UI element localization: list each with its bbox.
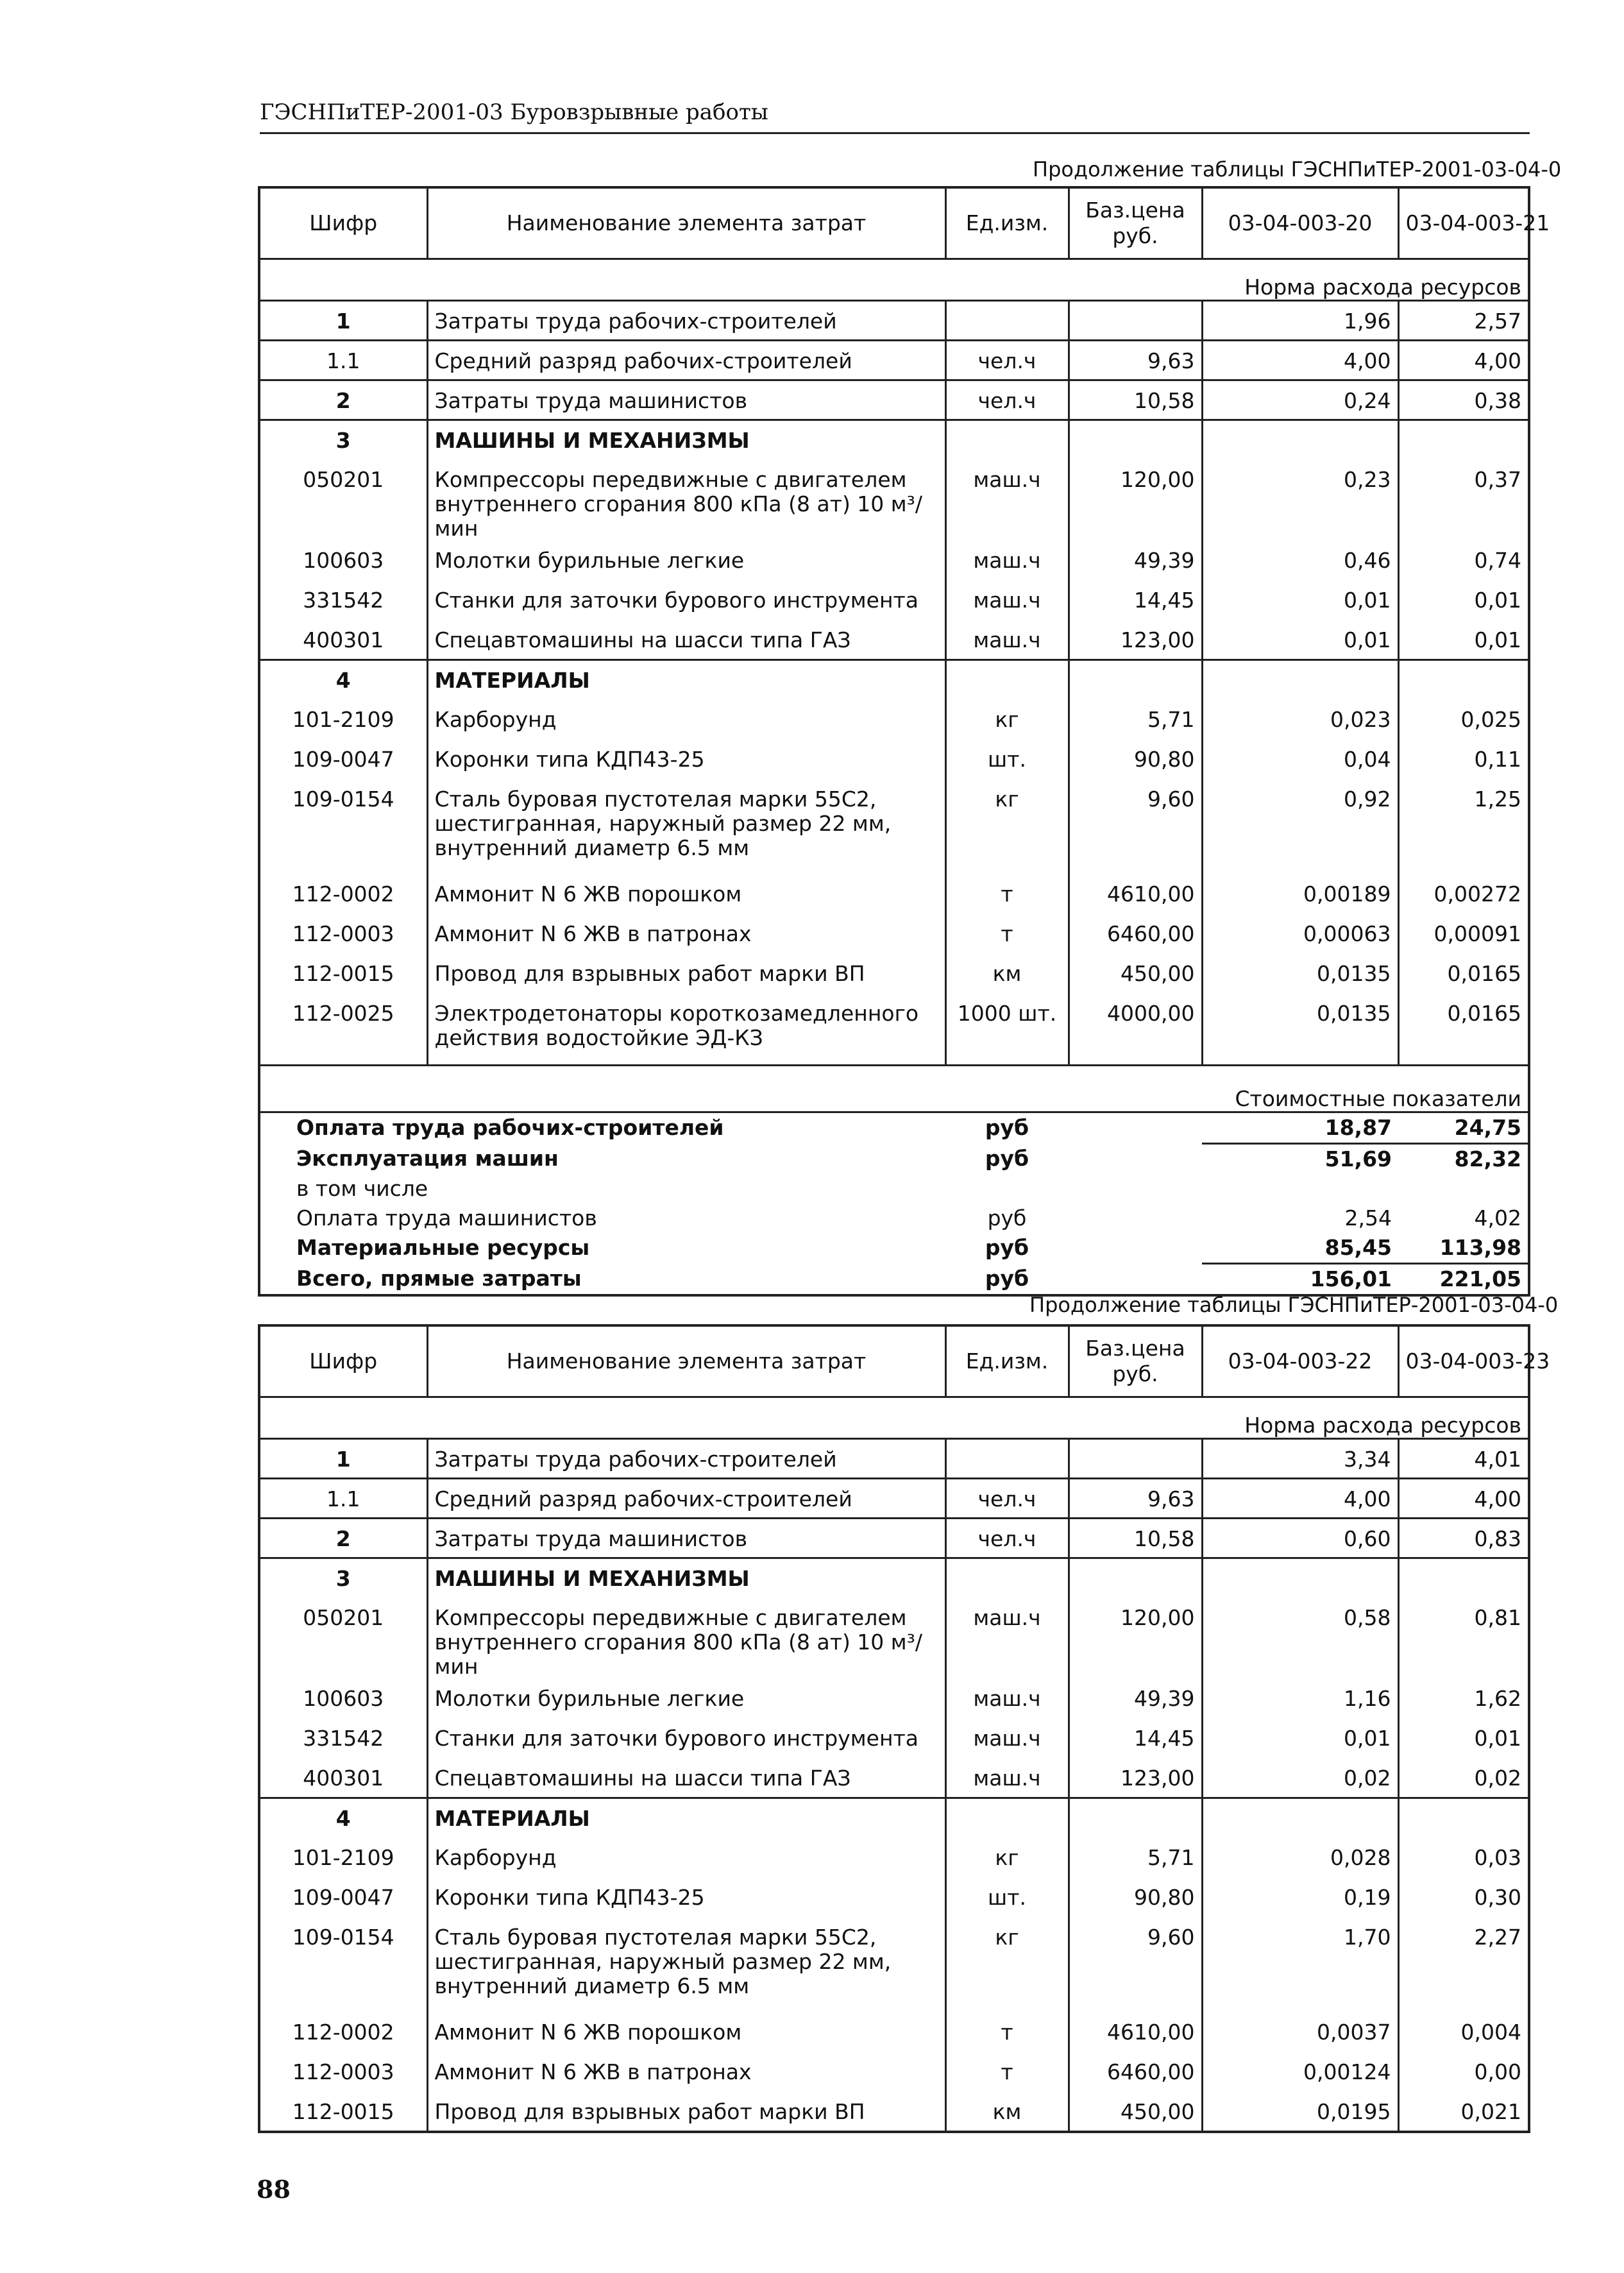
row-name: Молотки бурильные легкие	[427, 1679, 945, 1719]
table-header-row	[259, 1325, 1529, 1397]
cost-v2: 24,75	[1398, 1112, 1529, 1144]
row-code: 4	[259, 1798, 427, 1838]
row-v2: 0,0165	[1398, 954, 1529, 994]
row-v1: 0,58	[1202, 1598, 1398, 1679]
row-v2: 1,62	[1398, 1679, 1529, 1719]
table-row	[259, 1439, 1529, 1479]
row-v2: 0,81	[1398, 1598, 1529, 1679]
row-code: 400301	[259, 1758, 427, 1798]
col-header-unit: Ед.изм.	[945, 187, 1069, 259]
table-row	[259, 954, 1529, 994]
row-price: 120,00	[1069, 1598, 1202, 1679]
col-header-code: Шифр	[259, 187, 427, 259]
resource-table-1	[258, 186, 1550, 1297]
row-v1: 0,0037	[1202, 2013, 1398, 2052]
row-unit: шт.	[945, 1878, 1069, 1918]
row-v2: 0,30	[1398, 1878, 1529, 1918]
row-price: 120,00	[1069, 460, 1202, 541]
table-row	[259, 341, 1529, 380]
row-unit: чел.ч	[945, 341, 1069, 380]
row-code: 400301	[259, 620, 427, 660]
row-code: 101-2109	[259, 1838, 427, 1878]
cost-name: Материальные ресурсы	[296, 1235, 590, 1260]
row-v1: 0,0135	[1202, 954, 1398, 994]
table-row	[259, 1918, 1529, 2013]
row-code: 112-0002	[259, 2013, 427, 2052]
col-header-price: Баз.цена руб.	[1069, 187, 1202, 259]
cost-name: в том числе	[296, 1176, 428, 1201]
row-name: Аммонит N 6 ЖВ в патронах	[427, 2052, 945, 2092]
cost-unit: руб	[987, 1205, 1027, 1230]
cost-label: Стоимостные показатели	[259, 1066, 1529, 1112]
row-v2: 0,0165	[1398, 994, 1529, 1066]
row-price: 10,58	[1069, 380, 1202, 420]
row-unit: маш.ч	[945, 581, 1069, 620]
row-unit: маш.ч	[945, 460, 1069, 541]
row-code: 050201	[259, 1598, 427, 1679]
row-v2: 0,74	[1398, 541, 1529, 581]
row-price	[1069, 301, 1202, 341]
row-v2: 1,25	[1398, 779, 1529, 874]
row-code: 1	[259, 301, 427, 341]
row-name: Провод для взрывных работ марки ВП	[427, 2092, 945, 2132]
row-name: Компрессоры передвижные с двигателем внутреннего сгорания 800 кПа (8 ат) 10 м³/мин	[427, 460, 945, 541]
row-name: Электродетонаторы короткозамедленного действия водостойкие ЭД-КЗ	[427, 994, 945, 1066]
row-code: 331542	[259, 1719, 427, 1758]
section-title: МАШИНЫ И МЕХАНИЗМЫ	[427, 420, 945, 460]
row-price: 450,00	[1069, 2092, 1202, 2132]
row-code: 3	[259, 420, 427, 460]
cost-row	[259, 1174, 1529, 1204]
row-price: 49,39	[1069, 541, 1202, 581]
row-v1: 0,00189	[1202, 874, 1398, 914]
row-v2: 4,00	[1398, 341, 1529, 380]
row-v1: 0,23	[1202, 460, 1398, 541]
row-v1: 0,92	[1202, 779, 1398, 874]
row-code: 109-0047	[259, 1878, 427, 1918]
row-code: 100603	[259, 1679, 427, 1719]
row-v1: 4,00	[1202, 1479, 1398, 1519]
row-unit: шт.	[945, 740, 1069, 779]
cost-row	[259, 1233, 1529, 1264]
row-price: 123,00	[1069, 620, 1202, 660]
row-price	[1069, 1439, 1202, 1479]
row-price: 4000,00	[1069, 994, 1202, 1066]
row-name: Коронки типа КДП43-25	[427, 740, 945, 779]
cost-v1: 156,01	[1310, 1266, 1392, 1291]
row-unit: т	[945, 914, 1069, 954]
row-unit: т	[945, 2052, 1069, 2092]
cost-v2: 221,05	[1439, 1266, 1521, 1291]
norm-label: Норма расхода ресурсов	[259, 1397, 1529, 1439]
row-v1: 0,00124	[1202, 2052, 1398, 2092]
row-name: Сталь буровая пустотелая марки 55С2, шестигранная, наружный размер 22 мм, внутренний диаметр 6.5 мм	[427, 779, 945, 874]
running-header: ГЭСНПиТЕР-2001-03 Буровзрывные работы	[260, 98, 1530, 134]
row-code: 050201	[259, 460, 427, 541]
row-price: 4610,00	[1069, 2013, 1202, 2052]
table-row	[259, 1878, 1529, 1918]
row-v2: 0,00	[1398, 2052, 1529, 2092]
row-v2: 2,27	[1398, 1918, 1529, 2013]
row-v2: 4,00	[1398, 1479, 1529, 1519]
table-row	[259, 740, 1529, 779]
table-row	[259, 1679, 1529, 1719]
row-price: 9,63	[1069, 1479, 1202, 1519]
row-code: 3	[259, 1558, 427, 1598]
table-row	[259, 541, 1529, 581]
row-unit: маш.ч	[945, 1719, 1069, 1758]
col-header-v2: 03-04-003-23	[1398, 1325, 1529, 1397]
row-v2: 0,11	[1398, 740, 1529, 779]
row-name: Аммонит N 6 ЖВ в патронах	[427, 914, 945, 954]
row-v2: 0,021	[1398, 2092, 1529, 2132]
section-title: МАШИНЫ И МЕХАНИЗМЫ	[427, 1558, 945, 1598]
row-price: 123,00	[1069, 1758, 1202, 1798]
row-unit: чел.ч	[945, 1519, 1069, 1558]
table-row	[259, 581, 1529, 620]
row-v1: 0,60	[1202, 1519, 1398, 1558]
cost-unit: руб	[985, 1265, 1029, 1291]
row-v1: 0,028	[1202, 1838, 1398, 1878]
row-v2: 0,00091	[1398, 914, 1529, 954]
table2-caption: Продолжение таблицы ГЭСНПиТЕР-2001-03-04-0	[1029, 1293, 1559, 1317]
row-code: 112-0015	[259, 2092, 427, 2132]
row-v2: 0,025	[1398, 700, 1529, 740]
row-unit: кг	[945, 1918, 1069, 2013]
resource-table-2	[258, 1324, 1550, 2133]
col-header-v1: 03-04-003-20	[1202, 187, 1398, 259]
row-name: Аммонит N 6 ЖВ порошком	[427, 2013, 945, 2052]
row-v1: 0,01	[1202, 1719, 1398, 1758]
row-price: 9,60	[1069, 779, 1202, 874]
col-header-name: Наименование элемента затрат	[427, 1325, 945, 1397]
section-title: МАТЕРИАЛЫ	[427, 1798, 945, 1838]
cost-row	[259, 1264, 1529, 1296]
cost-v1: 85,45	[1202, 1233, 1398, 1264]
row-v1: 0,00063	[1202, 914, 1398, 954]
row-code: 2	[259, 1519, 427, 1558]
row-code: 109-0154	[259, 1918, 427, 2013]
row-v1: 0,46	[1202, 541, 1398, 581]
row-unit	[945, 1439, 1069, 1479]
row-v1: 1,96	[1202, 301, 1398, 341]
row-price: 10,58	[1069, 1519, 1202, 1558]
row-unit: км	[945, 954, 1069, 994]
row-v1: 1,16	[1202, 1679, 1398, 1719]
row-name: Коронки типа КДП43-25	[427, 1878, 945, 1918]
row-code: 109-0154	[259, 779, 427, 874]
col-header-v1: 03-04-003-22	[1202, 1325, 1398, 1397]
cost-v1: 2,54	[1344, 1205, 1392, 1230]
row-name: Молотки бурильные легкие	[427, 541, 945, 581]
row-unit: т	[945, 2013, 1069, 2052]
row-price: 4610,00	[1069, 874, 1202, 914]
cost-name: Оплата труда рабочих-строителей	[296, 1115, 724, 1140]
row-v1: 1,70	[1202, 1918, 1398, 2013]
col-header-unit: Ед.изм.	[945, 1325, 1069, 1397]
row-v2: 0,38	[1398, 380, 1529, 420]
table-row	[259, 1719, 1529, 1758]
row-name: Спецавтомашины на шасси типа ГАЗ	[427, 620, 945, 660]
row-unit	[945, 301, 1069, 341]
row-name: Аммонит N 6 ЖВ порошком	[427, 874, 945, 914]
section-row	[259, 660, 1529, 700]
table-row	[259, 874, 1529, 914]
norm-label-row	[259, 1397, 1529, 1439]
table-row	[259, 2013, 1529, 2052]
page-number: 88	[257, 2175, 291, 2204]
row-v2: 4,01	[1398, 1439, 1529, 1479]
section-row	[259, 1798, 1529, 1838]
row-price: 5,71	[1069, 700, 1202, 740]
row-v2: 0,01	[1398, 620, 1529, 660]
cost-v1: 18,87	[1202, 1112, 1398, 1144]
table-row	[259, 460, 1529, 541]
cost-unit: руб	[985, 1145, 1029, 1171]
row-price: 9,60	[1069, 1918, 1202, 2013]
row-v2: 0,004	[1398, 2013, 1529, 2052]
section-title: МАТЕРИАЛЫ	[427, 660, 945, 700]
section-row	[259, 1558, 1529, 1598]
row-price: 49,39	[1069, 1679, 1202, 1719]
row-unit: 1000 шт.	[945, 994, 1069, 1066]
table-row	[259, 994, 1529, 1066]
row-price: 90,80	[1069, 740, 1202, 779]
cost-row	[259, 1144, 1529, 1175]
row-code: 101-2109	[259, 700, 427, 740]
cost-v2: 113,98	[1398, 1233, 1529, 1264]
cost-v2: 82,32	[1454, 1146, 1521, 1171]
table-row	[259, 779, 1529, 874]
row-unit: кг	[945, 779, 1069, 874]
row-code: 112-0015	[259, 954, 427, 994]
row-v1: 0,24	[1202, 380, 1398, 420]
row-code: 100603	[259, 541, 427, 581]
row-price: 90,80	[1069, 1878, 1202, 1918]
row-name: Спецавтомашины на шасси типа ГАЗ	[427, 1758, 945, 1798]
row-name: Затраты труда рабочих-строителей	[427, 1439, 945, 1479]
row-name: Затраты труда рабочих-строителей	[427, 301, 945, 341]
table-header-row	[259, 187, 1529, 259]
cost-v2: 4,02	[1474, 1205, 1521, 1230]
row-v2: 2,57	[1398, 301, 1529, 341]
row-name: Затраты труда машинистов	[427, 380, 945, 420]
row-name: Карборунд	[427, 700, 945, 740]
row-code: 112-0002	[259, 874, 427, 914]
row-price: 5,71	[1069, 1838, 1202, 1878]
row-price: 9,63	[1069, 341, 1202, 380]
row-v2: 0,02	[1398, 1758, 1529, 1798]
row-code: 109-0047	[259, 740, 427, 779]
row-unit: маш.ч	[945, 620, 1069, 660]
row-name: Средний разряд рабочих-строителей	[427, 1479, 945, 1519]
row-code: 4	[259, 660, 427, 700]
row-unit: т	[945, 874, 1069, 914]
row-unit: км	[945, 2092, 1069, 2132]
row-v1: 0,0135	[1202, 994, 1398, 1066]
table-row	[259, 1758, 1529, 1798]
row-unit: чел.ч	[945, 1479, 1069, 1519]
cost-label-row	[259, 1066, 1529, 1112]
table-row	[259, 1598, 1529, 1679]
row-unit: маш.ч	[945, 1598, 1069, 1679]
row-v2: 0,83	[1398, 1519, 1529, 1558]
row-code: 1	[259, 1439, 427, 1479]
row-unit: чел.ч	[945, 380, 1069, 420]
row-price: 450,00	[1069, 954, 1202, 994]
col-header-price: Баз.цена руб.	[1069, 1325, 1202, 1397]
table-row	[259, 1838, 1529, 1878]
cost-name: Всего, прямые затраты	[296, 1265, 582, 1291]
col-header-code: Шифр	[259, 1325, 427, 1397]
row-code: 112-0003	[259, 914, 427, 954]
row-code: 2	[259, 380, 427, 420]
row-v2: 0,03	[1398, 1838, 1529, 1878]
cost-name: Оплата труда машинистов	[296, 1205, 597, 1230]
row-v1: 3,34	[1202, 1439, 1398, 1479]
row-v2: 0,01	[1398, 581, 1529, 620]
row-v1: 0,04	[1202, 740, 1398, 779]
row-unit: маш.ч	[945, 1758, 1069, 1798]
row-name: Провод для взрывных работ марки ВП	[427, 954, 945, 994]
row-name: Средний разряд рабочих-строителей	[427, 341, 945, 380]
row-code: 331542	[259, 581, 427, 620]
row-price: 6460,00	[1069, 914, 1202, 954]
row-v1: 0,01	[1202, 581, 1398, 620]
table-row	[259, 2092, 1529, 2132]
norm-label: Норма расхода ресурсов	[259, 259, 1529, 301]
row-v1: 0,023	[1202, 700, 1398, 740]
cost-unit: руб	[985, 1115, 1029, 1140]
row-v2: 0,37	[1398, 460, 1529, 541]
table-row	[259, 2052, 1529, 2092]
row-name: Карборунд	[427, 1838, 945, 1878]
table-row	[259, 914, 1529, 954]
row-code: 1.1	[259, 1479, 427, 1519]
row-v1: 0,19	[1202, 1878, 1398, 1918]
row-name: Затраты труда машинистов	[427, 1519, 945, 1558]
row-name: Станки для заточки бурового инструмента	[427, 1719, 945, 1758]
row-price: 14,45	[1069, 581, 1202, 620]
cost-v1: 51,69	[1324, 1146, 1392, 1171]
row-v2: 0,00272	[1398, 874, 1529, 914]
row-price: 14,45	[1069, 1719, 1202, 1758]
norm-label-row	[259, 259, 1529, 301]
table1-caption: Продолжение таблицы ГЭСНПиТЕР-2001-03-04-0	[1033, 157, 1562, 182]
col-header-name: Наименование элемента затрат	[427, 187, 945, 259]
col-header-v2: 03-04-003-21	[1398, 187, 1529, 259]
row-v1: 0,01	[1202, 620, 1398, 660]
table-row	[259, 700, 1529, 740]
cost-row	[259, 1112, 1529, 1144]
row-unit: маш.ч	[945, 1679, 1069, 1719]
row-unit: кг	[945, 700, 1069, 740]
row-code: 1.1	[259, 341, 427, 380]
table-row	[259, 1479, 1529, 1519]
section-row	[259, 420, 1529, 460]
row-v1: 0,02	[1202, 1758, 1398, 1798]
row-unit: кг	[945, 1838, 1069, 1878]
table-row	[259, 1519, 1529, 1558]
cost-row	[259, 1204, 1529, 1233]
row-name: Сталь буровая пустотелая марки 55С2, шестигранная, наружный размер 22 мм, внутренний диаметр 6.5 мм	[427, 1918, 945, 2013]
cost-name: Эксплуатация машин	[296, 1145, 559, 1171]
table-row	[259, 301, 1529, 341]
row-code: 112-0003	[259, 2052, 427, 2092]
row-unit: маш.ч	[945, 541, 1069, 581]
row-v1: 4,00	[1202, 341, 1398, 380]
row-name: Станки для заточки бурового инструмента	[427, 581, 945, 620]
row-v2: 0,01	[1398, 1719, 1529, 1758]
row-code: 112-0025	[259, 994, 427, 1066]
row-name: Компрессоры передвижные с двигателем внутреннего сгорания 800 кПа (8 ат) 10 м³/мин	[427, 1598, 945, 1679]
cost-unit: руб	[985, 1235, 1029, 1260]
table-row	[259, 620, 1529, 660]
row-price: 6460,00	[1069, 2052, 1202, 2092]
table-row	[259, 380, 1529, 420]
row-v1: 0,0195	[1202, 2092, 1398, 2132]
